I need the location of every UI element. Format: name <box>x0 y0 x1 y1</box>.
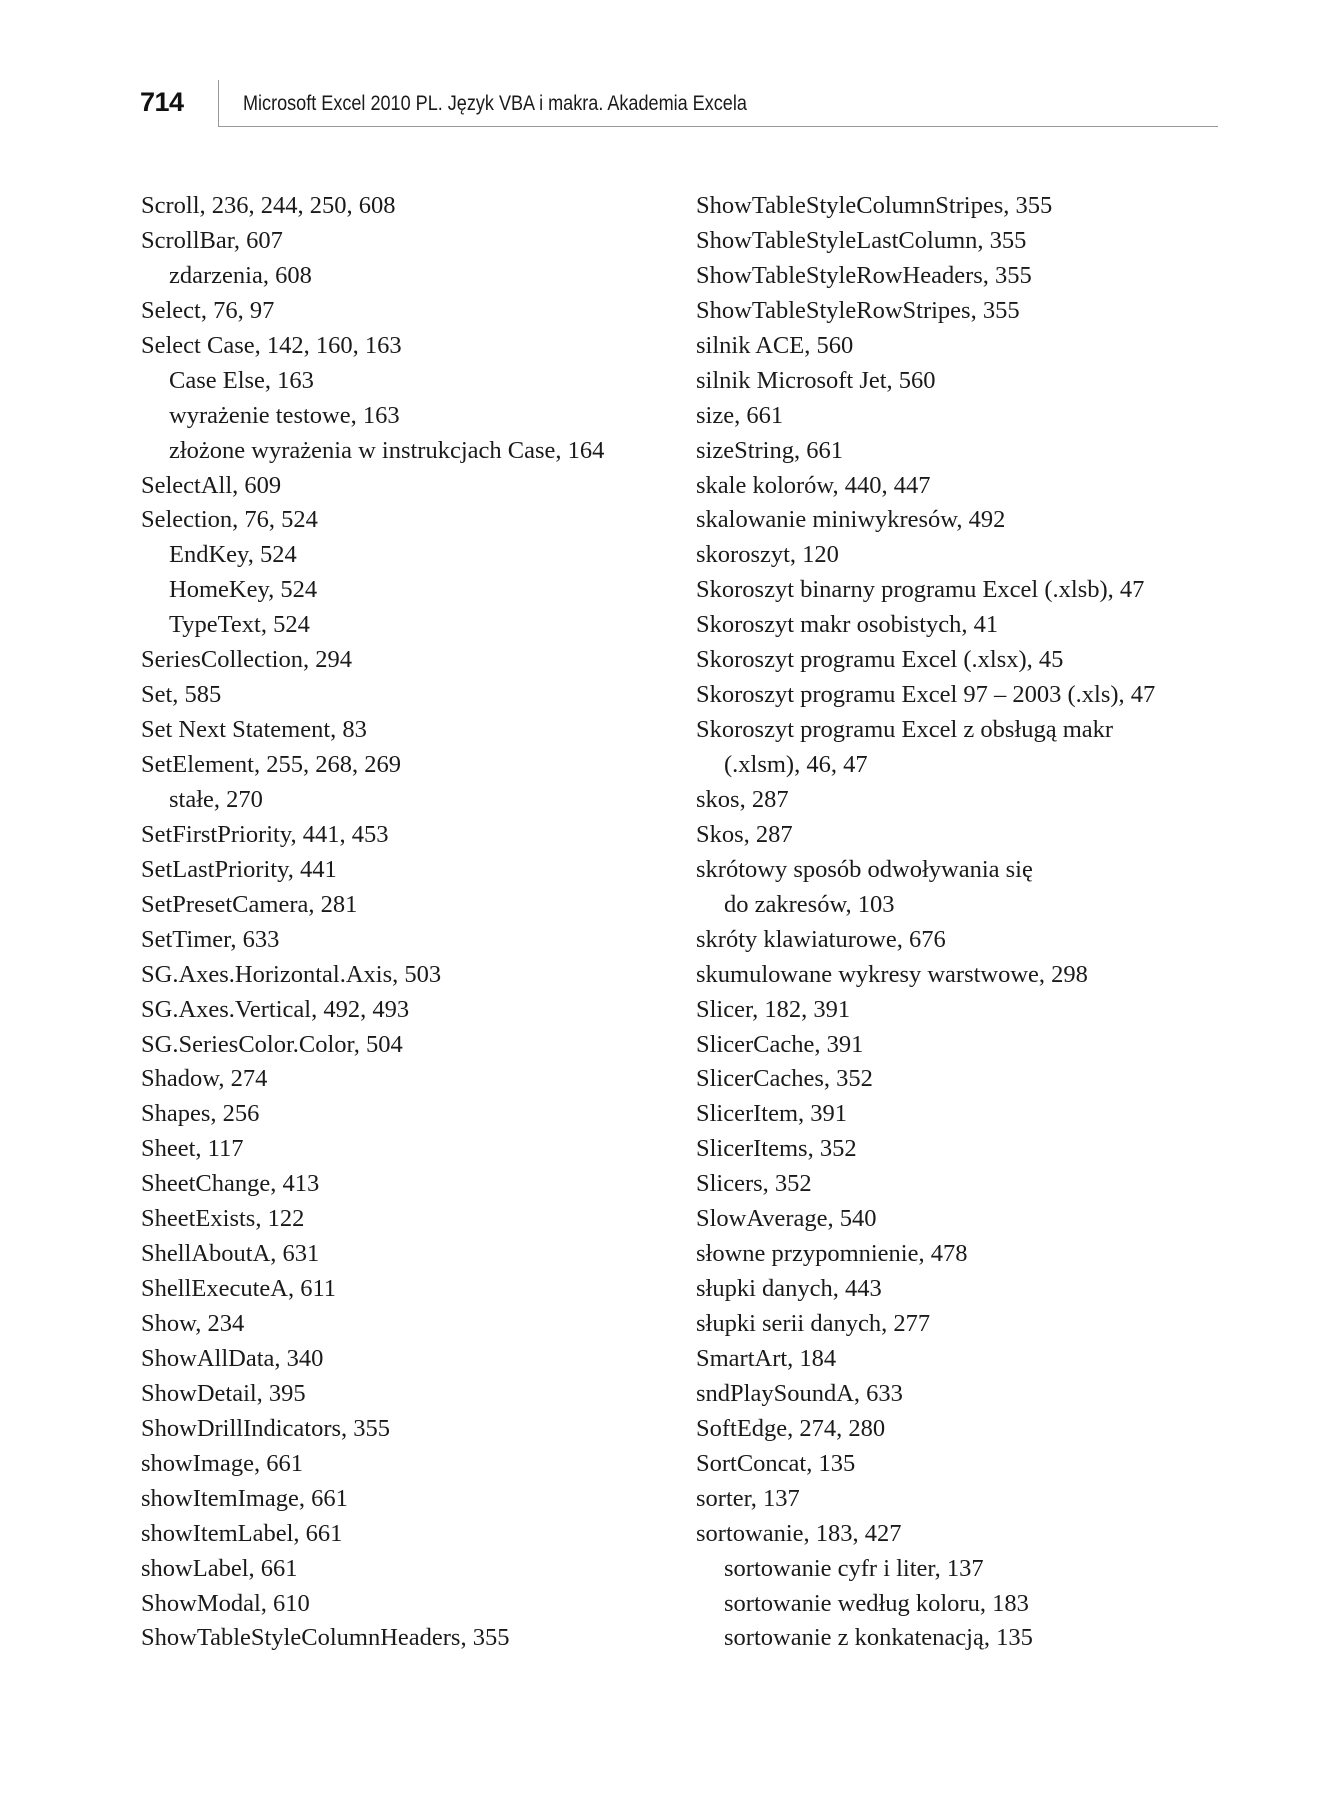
index-entry: ShowAllData, 340 <box>141 1344 324 1372</box>
index-entry: Select, 76, 97 <box>141 296 275 324</box>
index-entry: ShowTableStyleRowStripes, 355 <box>696 296 1020 324</box>
index-entry: sortowanie, 183, 427 <box>696 1519 902 1547</box>
index-entry: ScrollBar, 607 <box>141 226 283 254</box>
index-entry: sorter, 137 <box>696 1484 800 1512</box>
index-entry: SlicerItems, 352 <box>696 1135 857 1163</box>
index-subentry: Case Else, 163 <box>169 366 314 394</box>
index-entry: SG.SeriesColor.Color, 504 <box>141 1030 403 1058</box>
index-entry: Set, 585 <box>141 681 222 709</box>
index-entry: SeriesCollection, 294 <box>141 646 352 674</box>
index-entry: SG.Axes.Vertical, 492, 493 <box>141 995 410 1023</box>
index-column-left <box>141 189 681 1656</box>
index-entry: Skoroszyt makr osobistych, 41 <box>696 611 999 639</box>
index-subentry: sortowanie cyfr i liter, 137 <box>724 1554 984 1582</box>
index-entry: ShellAboutA, 631 <box>141 1240 320 1268</box>
index-entry: showLabel, 661 <box>141 1554 298 1582</box>
index-entry: ShowModal, 610 <box>141 1589 310 1617</box>
index-subentry: (.xlsm), 46, 47 <box>724 751 868 778</box>
index-entry: SelectAll, 609 <box>141 471 282 499</box>
index-entry: size, 661 <box>696 401 784 429</box>
index-entry: Skoroszyt programu Excel 97 – 2003 (.xls), 47 <box>696 681 1156 709</box>
index-entry: skale kolorów, 440, 447 <box>696 471 931 499</box>
index-entry: skos, 287 <box>696 785 789 813</box>
running-title: Microsoft Excel 2010 PL. Język VBA i makra. Akademia Excela <box>243 92 747 115</box>
index-subentry: stałe, 270 <box>169 785 263 813</box>
index-entry: SlicerItem, 391 <box>696 1100 848 1128</box>
running-header <box>140 80 1218 128</box>
index-entry: SetTimer, 633 <box>141 925 280 953</box>
index-entry: SmartArt, 184 <box>696 1344 837 1372</box>
index-entry: sndPlaySoundA, 633 <box>696 1379 903 1407</box>
index-entry: ShowTableStyleColumnStripes, 355 <box>696 192 1053 219</box>
index-entry: SetPresetCamera, 281 <box>141 890 358 918</box>
index-entry: słowne przypomnienie, 478 <box>696 1240 968 1268</box>
index-subentry: HomeKey, 524 <box>169 576 318 604</box>
index-entry: SetLastPriority, 441 <box>141 855 337 883</box>
index-subentry: do zakresów, 103 <box>724 890 895 918</box>
index-entry: Slicer, 182, 391 <box>696 995 851 1023</box>
index-entry: Show, 234 <box>141 1310 245 1337</box>
index-entry: ShowDrillIndicators, 355 <box>141 1414 391 1442</box>
index-entry: silnik ACE, 560 <box>696 331 854 359</box>
index-entry: sizeString, 661 <box>696 436 843 464</box>
index-entry: Slicers, 352 <box>696 1170 812 1198</box>
index-entry: Shadow, 274 <box>141 1065 268 1093</box>
index-entry: Shapes, 256 <box>141 1100 260 1128</box>
index-subentry: sortowanie według koloru, 183 <box>724 1589 1029 1617</box>
index-entry: ShellExecuteA, 611 <box>141 1275 337 1303</box>
index-entry: silnik Microsoft Jet, 560 <box>696 366 936 394</box>
index-entry: SG.Axes.Horizontal.Axis, 503 <box>141 960 442 988</box>
index-entry: showImage, 661 <box>141 1449 303 1477</box>
header-divider <box>218 80 219 126</box>
index-entry: SlicerCache, 391 <box>696 1030 864 1058</box>
index-entry: SheetChange, 413 <box>141 1170 320 1198</box>
header-rule <box>218 126 1218 127</box>
index-entry: Sheet, 117 <box>141 1135 244 1163</box>
index-entry: SortConcat, 135 <box>696 1449 856 1477</box>
index-subentry: TypeText, 524 <box>169 611 310 639</box>
index-entry: skalowanie miniwykresów, 492 <box>696 506 1006 534</box>
index-entry: skrótowy sposób odwoływania się <box>696 855 1033 883</box>
index-entry: słupki serii danych, 277 <box>696 1310 931 1337</box>
index-entry: SheetExists, 122 <box>141 1205 305 1233</box>
index-subentry: EndKey, 524 <box>169 541 297 569</box>
index-column-right <box>696 189 1256 1656</box>
index-entry: SlowAverage, 540 <box>696 1205 877 1233</box>
index-entry: Skoroszyt programu Excel z obsługą makr <box>696 716 1114 744</box>
index-entry: SetFirstPriority, 441, 453 <box>141 820 389 848</box>
index-subentry: wyrażenie testowe, 163 <box>169 401 400 429</box>
index-subentry: zdarzenia, 608 <box>169 261 312 289</box>
index-entry: showItemLabel, 661 <box>141 1519 343 1547</box>
index-entry: Selection, 76, 524 <box>141 506 318 534</box>
index-entry: Select Case, 142, 160, 163 <box>141 331 402 359</box>
index-entry: SlicerCaches, 352 <box>696 1065 873 1093</box>
index-entry: SoftEdge, 274, 280 <box>696 1414 886 1442</box>
index-entry: słupki danych, 443 <box>696 1275 882 1303</box>
index-entry: skoroszyt, 120 <box>696 541 839 569</box>
index-entry: ShowDetail, 395 <box>141 1379 306 1407</box>
index-entry: skróty klawiaturowe, 676 <box>696 925 946 953</box>
index-subentry: sortowanie z konkatenacją, 135 <box>724 1624 1033 1652</box>
index-entry: Skoroszyt programu Excel (.xlsx), 45 <box>696 646 1064 674</box>
index-entry: SetElement, 255, 268, 269 <box>141 751 401 778</box>
index-entry: showItemImage, 661 <box>141 1484 348 1512</box>
index-subentry: złożone wyrażenia w instrukcjach Case, 164 <box>169 436 605 464</box>
index-entry: Skoroszyt binarny programu Excel (.xlsb), 47 <box>696 576 1145 604</box>
index-entry: skumulowane wykresy warstwowe, 298 <box>696 960 1088 988</box>
index-entry: ShowTableStyleRowHeaders, 355 <box>696 261 1032 289</box>
index-entry: ShowTableStyleLastColumn, 355 <box>696 226 1027 254</box>
index-entry: Skos, 287 <box>696 820 793 848</box>
index-entry: Scroll, 236, 244, 250, 608 <box>141 192 396 219</box>
index-entry: ShowTableStyleColumnHeaders, 355 <box>141 1624 510 1652</box>
index-entry: Set Next Statement, 83 <box>141 716 367 744</box>
page-number: 714 <box>140 87 184 117</box>
